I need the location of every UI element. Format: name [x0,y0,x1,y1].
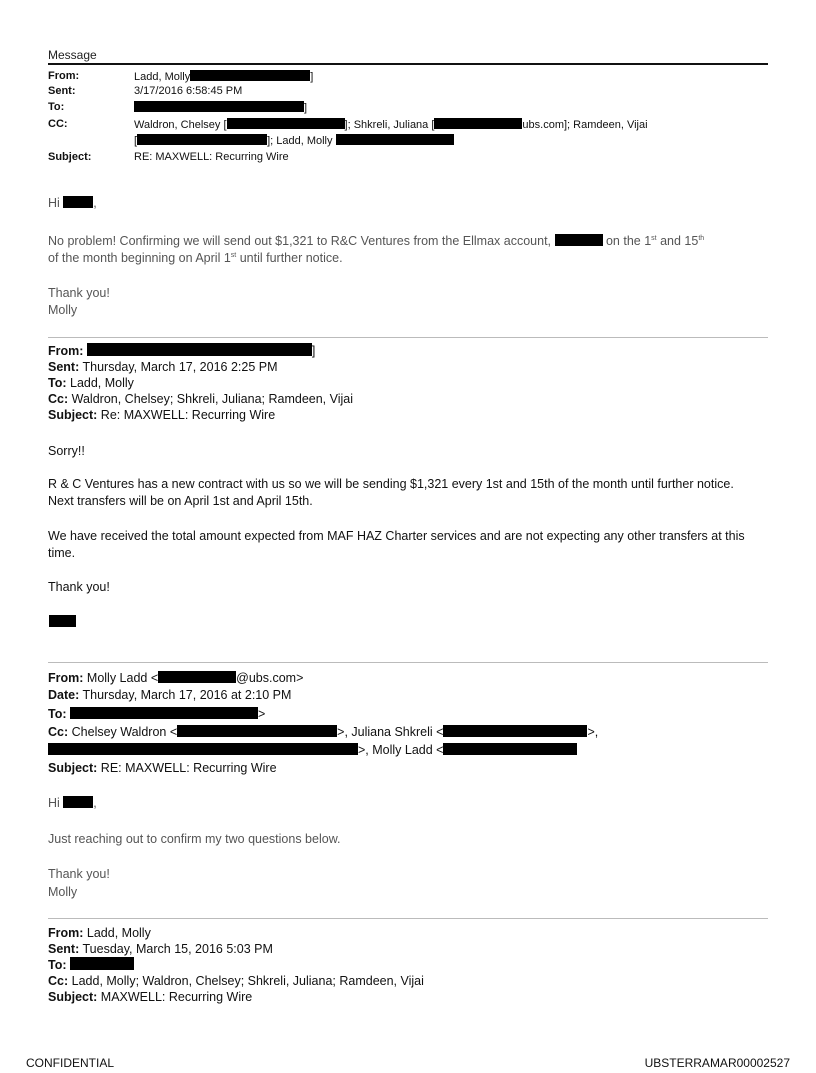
from-name: Ladd, Molly [134,71,191,83]
sent-label: Sent: [48,85,76,97]
cc-text: Chelsey Waldron < [71,725,178,739]
redaction [87,343,312,356]
redaction [158,671,236,683]
confidential-label: CONFIDENTIAL [26,1056,115,1070]
date-label: Date: [48,688,80,702]
para2-line2: time. [48,546,76,560]
to-value: > [258,707,266,721]
sorry-text: Sorry!! [48,444,85,458]
email4-subject [48,989,252,1005]
redaction [48,743,358,755]
cc-label: CC: [48,118,68,130]
subject-value: Re: MAXWELL: Recurring Wire [100,408,276,422]
redaction [443,743,577,755]
separator [48,662,768,663]
from-label: From: [48,344,84,358]
email4-cc [48,973,424,989]
separator [48,918,768,919]
to-value: ] [134,101,307,114]
redaction [336,134,454,145]
cc-value: Ladd, Molly; Waldron, Chelsey; Shkreli, Juliana; Ramdeen, Vijai [71,974,424,988]
from-label: From: [48,671,84,685]
subject-label: Subject: [48,408,98,422]
from-value: @ubs.com> [236,671,304,685]
superscript: st [651,235,657,242]
sent-value: Tuesday, March 15, 2016 5:03 PM [82,942,273,956]
redaction [63,796,93,808]
bates-number: UBSTERRAMAR00002527 [644,1056,790,1070]
superscript: st [230,252,237,259]
greeting: Hi , [48,796,97,810]
email4-to [48,957,134,973]
subject-value: RE: MAXWELL: Recurring Wire [100,761,277,775]
body-text: until further notice. [236,251,343,266]
to-label: To: [48,101,65,113]
cc-text: >, Juliana Shkreli < [337,725,444,739]
signature-redaction [49,615,76,627]
subject-label: Subject: [48,761,98,775]
from-value: Molly Ladd < [86,671,159,685]
redaction [70,707,258,719]
to-label: To: [48,707,67,721]
redaction [134,101,304,112]
cc-text: ubs.com]; Ramdeen, Vijai [522,119,648,131]
email2-subject [48,407,275,423]
to-label: To: [48,376,67,390]
sent-value: Thursday, March 17, 2016 2:25 PM [82,360,278,374]
signature: Molly [48,885,78,899]
cc-text: ]; Ladd, Molly [267,135,333,147]
redaction [227,118,345,129]
body-text: of the month beginning on April 1 [48,251,231,266]
email3-to [48,706,265,722]
email1-line2 [48,248,343,266]
cc-text: [ [134,135,138,147]
subject-value: RE: MAXWELL: Recurring Wire [134,151,289,163]
email3-subject [48,760,277,776]
superscript: th [698,235,705,242]
to-value: Ladd, Molly [70,376,134,390]
greeting-text: Hi [48,796,60,810]
subject-value: MAXWELL: Recurring Wire [100,990,253,1004]
from-label: From: [48,926,84,940]
body-text: and 15 [656,234,699,249]
sent-label: Sent: [48,360,80,374]
subject-label: Subject: [48,990,98,1004]
email2-cc [48,391,353,407]
email2-to [48,375,134,391]
email4-sent [48,941,273,957]
email2-from: From: ] [48,344,316,358]
email4-from [48,925,151,941]
email2-sent [48,359,278,375]
email3-body: Just reaching out to confirm my two questions below. [48,832,341,846]
email3-date [48,687,291,703]
body-text: No problem! Confirming we will send out $1,321 to R&C Ventures from the Ellmax account, [48,234,552,249]
from-value: Ladd, Molly [86,926,151,940]
redaction [177,725,337,737]
separator [48,337,768,338]
cc-text: >, Molly Ladd < [358,743,444,757]
redaction [137,134,267,145]
cc-text: ]; Shkreli, Juliana [ [344,119,435,131]
body-text: on the 1 [605,234,652,249]
cc-value: Waldron, Chelsey; Shkreli, Juliana; Ramdeen, Vijai [71,392,354,406]
para1-line1: R & C Ventures has a new contract with us so we will be sending $1,321 every 1st and 15th of the month until further notice. [48,477,734,491]
cc-label: Cc: [48,725,69,739]
para1-line2: Next transfers will be on April 1st and April 15th. [48,494,313,508]
thanks: Thank you! [48,867,110,881]
para2-line1: We have received the total amount expected from MAF HAZ Charter services and are not expecting any other transfers at this [48,529,745,543]
thanks: Thank you! [48,286,110,300]
from-value: Ladd, Molly ] [134,71,314,83]
thanks: Thank you! [48,580,110,594]
header-divider [48,63,768,65]
redaction [555,234,603,246]
cc-value-line2 [134,134,454,147]
email1-line1 [48,231,704,249]
redaction [63,196,93,208]
greeting-text: Hi [48,196,60,210]
date-value: Thursday, March 17, 2016 at 2:10 PM [82,688,292,702]
email3-cc-line1 [48,724,598,740]
cc-text: Waldron, Chelsey [ [134,119,227,131]
redaction [70,957,134,970]
redaction [190,70,310,81]
from-label: From: [48,70,80,82]
redaction [443,725,587,737]
cc-label: Cc: [48,974,69,988]
signature: Molly [48,303,78,317]
sent-value: 3/17/2016 6:58:45 PM [134,85,243,97]
cc-value-line1 [134,118,648,131]
greeting: Hi , [48,196,97,210]
message-label: Message [48,48,97,62]
email3-cc-line2 [48,742,577,758]
subject-label: Subject: [48,151,92,163]
cc-label: Cc: [48,392,69,406]
cc-text: >, [587,725,599,739]
sent-label: Sent: [48,942,80,956]
redaction [434,118,522,129]
to-label: To: [48,958,67,972]
email3-from [48,670,303,686]
